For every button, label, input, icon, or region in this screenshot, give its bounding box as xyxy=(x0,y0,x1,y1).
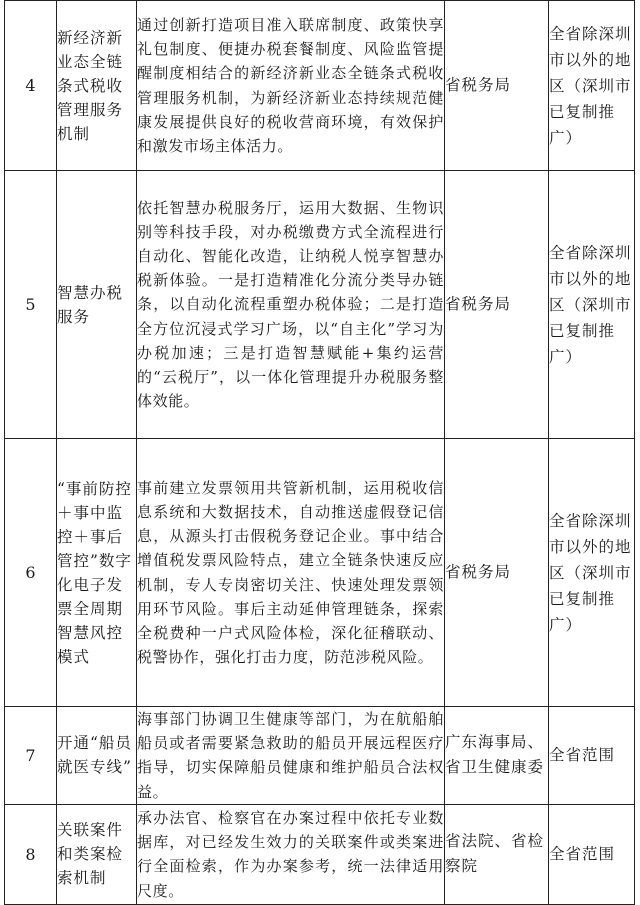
table-row xyxy=(5,707,635,805)
measure-content-cell: 依托智慧办税服务厅，运用大数据、生物识别等科技手段，对办税缴费方式全流程进行自动化、智能化改造，让纳税人悦享智慧办税新体验。一是打造精准化分流分类导办链条，以自动化流程重塑办税体验；二是打造全方位沉浸式学习广场，以“自主化”学习为办税加速；三是打造智慧赋能+集约运营的“云税厅”，以一体化管理提升办税服务整体效能。 xyxy=(137,171,445,439)
row-number-cell: 5 xyxy=(5,171,57,439)
responsible-department-cell: 广东海事局、省卫生健康委 xyxy=(445,707,549,805)
measure-content-cell: 海事部门协调卫生健康等部门，为在航船舶船员或者需要紧急救助的船员开展远程医疗指导，切实保障船员健康和维护船员合法权益。 xyxy=(137,707,445,805)
measure-name-cell: 开通“船员就医专线” xyxy=(57,707,137,805)
table-row xyxy=(5,171,635,439)
measure-name-cell: 智慧办税服务 xyxy=(57,171,137,439)
policy-table xyxy=(4,0,635,905)
table-row xyxy=(5,1,635,171)
row-number-cell: 7 xyxy=(5,707,57,805)
responsible-department-cell: 省税务局 xyxy=(445,1,549,171)
scope-cell: 全省范围 xyxy=(549,804,635,904)
measure-name-cell: 新经济新业态全链条式税收管理服务机制 xyxy=(57,1,137,171)
row-number-cell: 4 xyxy=(5,1,57,171)
measure-content-cell: 事前建立发票领用共管新机制，运用税收信息系统和大数据技术，自动推送虚假登记信息，从源头打击假税务登记企业。事中结合增值税发票风险特点，建立全链条快速反应机制，专人专岗密切关注、快速处理发票领用环节风险。事后主动延伸管理链条，探索全税费种一户式风险体检，深化征稽联动、税警协作，强化打击力度，防范涉税风险。 xyxy=(137,439,445,707)
scope-cell: 全省除深圳市以外的地区（深圳市已复制推广） xyxy=(549,171,635,439)
table-row xyxy=(5,439,635,707)
row-number-cell: 6 xyxy=(5,439,57,707)
scope-cell: 全省范围 xyxy=(549,707,635,805)
measure-content-cell: 承办法官、检察官在办案过程中依托专业数据库，对已经发生效力的关联案件或类案进行全面检索，作为办案参考，统一法律适用尺度。 xyxy=(137,804,445,904)
measure-content-cell: 通过创新打造项目准入联席制度、政策快享礼包制度、便捷办税套餐制度、风险监管提醒制度相结合的新经济新业态全链条式税收管理服务机制，为新经济新业态持续规范健康发展提供良好的税收营商环境，有效保护和激发市场主体活力。 xyxy=(137,1,445,171)
scope-cell: 全省除深圳市以外的地区（深圳市已复制推广） xyxy=(549,439,635,707)
responsible-department-cell: 省税务局 xyxy=(445,439,549,707)
measure-name-cell: “事前防控＋事中监控＋事后管控”数字化电子发票全周期智慧风控模式 xyxy=(57,439,137,707)
scope-cell: 全省除深圳市以外的地区（深圳市已复制推广） xyxy=(549,1,635,171)
measure-name-cell: 关联案件和类案检索机制 xyxy=(57,804,137,904)
row-number-cell: 8 xyxy=(5,804,57,904)
table-row xyxy=(5,804,635,904)
responsible-department-cell: 省税务局 xyxy=(445,171,549,439)
responsible-department-cell: 省法院、省检察院 xyxy=(445,804,549,904)
